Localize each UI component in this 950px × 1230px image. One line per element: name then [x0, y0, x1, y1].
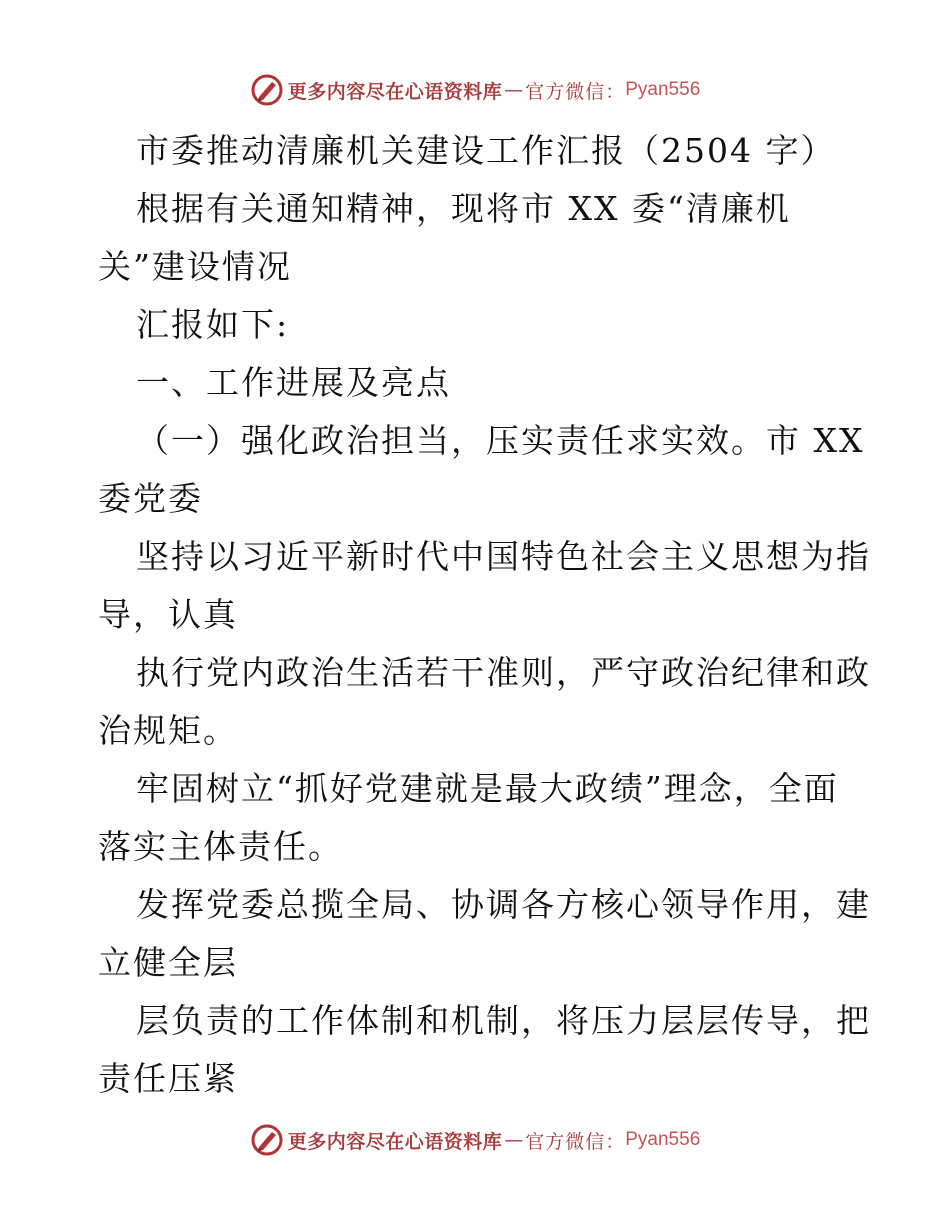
- paragraph-line: 治规矩。: [98, 711, 238, 750]
- watermark-wechat-id: Pyan556: [625, 79, 701, 100]
- paragraph-line: 导，认真: [98, 595, 238, 634]
- paragraph-line: 汇报如下:: [136, 305, 290, 344]
- paragraph-line: 立健全层: [98, 943, 238, 982]
- paragraph-line: 层负责的工作体制和机制，将压力层层传导，把: [136, 1001, 871, 1040]
- paragraph-line: 发挥党委总揽全局、协调各方核心领导作用，建: [136, 885, 871, 924]
- watermark-banner-bottom: [0, 1120, 950, 1160]
- paragraph-line: 责任压紧: [98, 1059, 238, 1098]
- watermark-wechat-label: 官方微信：: [525, 80, 626, 103]
- paragraph-line: 委党委: [98, 479, 203, 518]
- watermark-wechat-id: Pyan556: [625, 1129, 701, 1150]
- pen-logo-icon: [250, 73, 284, 107]
- paragraph-line: 根据有关通知精神，现将市 XX 委“清廉机: [136, 189, 791, 228]
- watermark-dash: —: [504, 1129, 524, 1151]
- document-title: 市委推动清廉机关建设工作汇报（2504 字）: [136, 131, 836, 170]
- subsection-heading: （一）强化政治担当，压实责任求实效。市 XX: [136, 421, 865, 460]
- document-body: [98, 122, 871, 1108]
- paragraph-line: 坚持以习近平新时代中国特色社会主义思想为指: [136, 537, 871, 576]
- section-heading: 一、工作进展及亮点: [136, 363, 451, 402]
- watermark-dash: —: [504, 79, 524, 101]
- paragraph-line: 执行党内政治生活若干准则，严守政治纪律和政: [136, 653, 871, 692]
- paragraph-line: 牢固树立“抓好党建就是最大政绩”理念，全面: [136, 769, 839, 808]
- paragraph-line: 关”建设情况: [98, 247, 292, 286]
- pen-logo-icon: [250, 1123, 284, 1157]
- watermark-text: 更多内容尽在心语资料库: [287, 80, 503, 103]
- watermark-text: 更多内容尽在心语资料库: [287, 1130, 503, 1153]
- paragraph-line: 落实主体责任。: [98, 827, 343, 866]
- watermark-wechat-label: 官方微信：: [525, 1130, 626, 1153]
- watermark-banner-top: [0, 70, 950, 110]
